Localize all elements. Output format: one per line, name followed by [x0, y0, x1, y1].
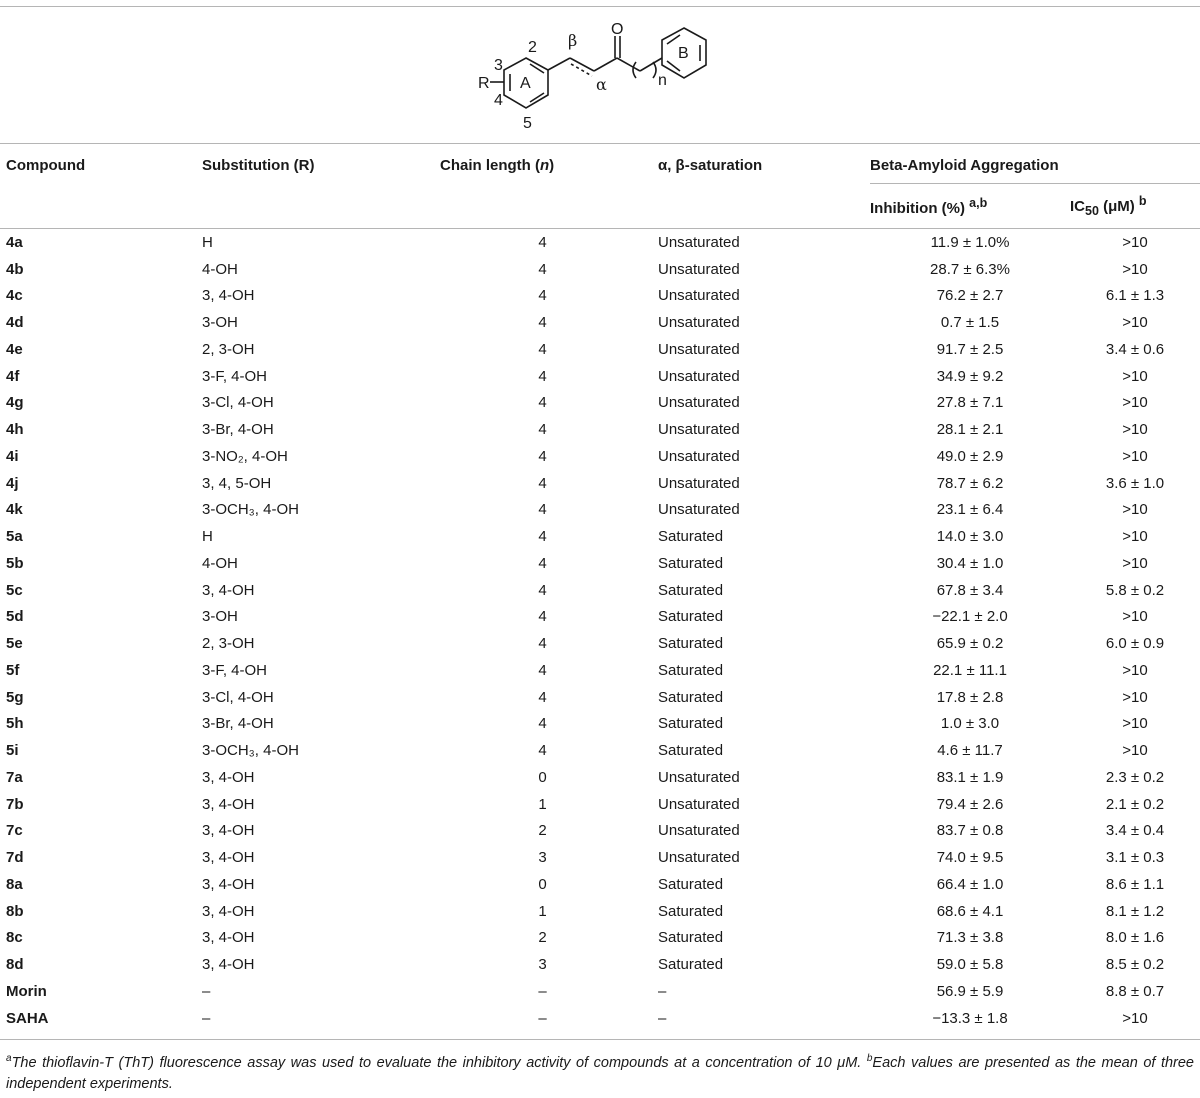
compound-cell: 8a — [6, 875, 23, 893]
table-row — [0, 737, 1200, 764]
chain-length-cell: 4 — [538, 314, 547, 332]
compound-cell: 7b — [6, 795, 24, 813]
inhibition-cell: 59.0 ± 5.8 — [936, 956, 1004, 974]
compound-cell: 5c — [6, 581, 23, 599]
chain-length-cell: 2 — [538, 929, 547, 947]
inhibition-cell: 71.3 ± 3.8 — [936, 929, 1004, 947]
chain-n-label: n — [658, 72, 667, 89]
substituent-label: R — [478, 75, 490, 92]
saturation-cell: Unsaturated — [658, 421, 740, 439]
inhibition-cell: 30.4 ± 1.0 — [936, 554, 1004, 572]
compound-cell: 4k — [6, 501, 23, 519]
header-top-rule — [0, 143, 1200, 144]
inhibition-cell: 34.9 ± 9.2 — [936, 367, 1004, 385]
compound-cell: 4h — [6, 421, 24, 439]
chain-length-cell: 4 — [538, 501, 547, 519]
ring-a-label: A — [520, 75, 531, 92]
table-body — [0, 229, 1200, 1032]
chain-length-cell: 4 — [538, 287, 547, 305]
ic50-cell: >10 — [1122, 742, 1148, 760]
substitution-cell: – — [202, 1009, 211, 1027]
chain-length-cell: 0 — [538, 768, 547, 786]
saturation-cell: Unsaturated — [658, 367, 740, 385]
substitution-cell: 3, 4-OH — [202, 875, 255, 893]
alpha-label: α — [596, 75, 607, 94]
compound-cell: 7a — [6, 768, 23, 786]
chain-length-cell: 1 — [538, 902, 547, 920]
saturation-cell: Saturated — [658, 742, 724, 760]
inhibition-cell: 28.1 ± 2.1 — [936, 421, 1004, 439]
saturation-cell: Saturated — [658, 661, 724, 679]
ic50-cell: 8.8 ± 0.7 — [1105, 982, 1165, 1000]
ring-b-label: B — [678, 45, 689, 62]
compound-cell: 7c — [6, 822, 23, 840]
chain-length-cell: 4 — [538, 528, 547, 546]
inhibition-cell: 65.9 ± 0.2 — [936, 635, 1004, 653]
saturation-cell: Saturated — [658, 902, 724, 920]
table-row — [0, 978, 1200, 1005]
inhibition-cell: 14.0 ± 3.0 — [936, 528, 1004, 546]
ic50-cell: 8.1 ± 1.2 — [1105, 902, 1165, 920]
compound-cell: 5e — [6, 635, 23, 653]
table-row — [0, 925, 1200, 952]
inhibition-cell: 67.8 ± 3.4 — [936, 581, 1004, 599]
table-row — [0, 363, 1200, 390]
chemical-structure-svg — [470, 18, 730, 143]
ic50-cell: >10 — [1122, 608, 1148, 626]
table-row — [0, 844, 1200, 871]
header-substitution: Substitution (R) — [202, 156, 315, 174]
ic50-cell: >10 — [1122, 501, 1148, 519]
inhibition-cell: 74.0 ± 9.5 — [936, 849, 1004, 867]
substitution-cell: 3, 4-OH — [202, 287, 255, 305]
table-footnote: $^a$The thioflavin-T (ThT) fluorescence assay was used to evaluate the inhibitory activity of compounds at a concentration of 10 μM. $^b$Each values are presented as the mean of three independent experiments. — [6, 1053, 1194, 1092]
ic50-cell: >10 — [1122, 688, 1148, 706]
chain-length-cell: 4 — [538, 421, 547, 439]
table-row — [0, 443, 1200, 470]
saturation-cell: Unsaturated — [658, 822, 740, 840]
chain-length-cell: 4 — [538, 554, 547, 572]
chain-length-cell: – — [538, 1009, 547, 1027]
chain-length-cell: 4 — [538, 233, 547, 251]
table-row — [0, 871, 1200, 898]
chain-length-cell: 3 — [538, 956, 547, 974]
inhibition-cell: 91.7 ± 2.5 — [936, 340, 1004, 358]
inhibition-cell: 83.7 ± 0.8 — [936, 822, 1004, 840]
table-row — [0, 229, 1200, 256]
inhibition-cell: 49.0 ± 2.9 — [936, 447, 1004, 465]
ic50-cell: 8.0 ± 1.6 — [1105, 929, 1165, 947]
compound-cell: 5d — [6, 608, 24, 626]
substitution-cell: 3, 4-OH — [202, 581, 255, 599]
inhibition-cell: −22.1 ± 2.0 — [932, 608, 1008, 626]
chain-length-cell: 3 — [538, 849, 547, 867]
saturation-cell: Unsaturated — [658, 287, 740, 305]
substitution-cell: 3, 4, 5-OH — [202, 474, 272, 492]
chain-length-cell: 4 — [538, 340, 547, 358]
saturation-cell: Unsaturated — [658, 260, 740, 278]
carbonyl-oxygen-label: O — [611, 21, 624, 38]
chain-length-cell: 4 — [538, 581, 547, 599]
ic50-cell: >10 — [1122, 314, 1148, 332]
substitution-cell: 3-Cl, 4-OH — [202, 688, 274, 706]
inhibition-cell: 27.8 ± 7.1 — [936, 394, 1004, 412]
saturation-cell: – — [658, 1009, 667, 1027]
chain-length-cell: 4 — [538, 608, 547, 626]
table-row — [0, 470, 1200, 497]
chain-length-cell: 4 — [538, 715, 547, 733]
substitution-cell: 3-F, 4-OH — [202, 367, 268, 385]
saturation-cell: Unsaturated — [658, 501, 740, 519]
chain-length-cell: 0 — [538, 875, 547, 893]
substitution-cell: 3, 4-OH — [202, 849, 255, 867]
chain-length-cell: 4 — [538, 474, 547, 492]
saturation-cell: – — [658, 982, 667, 1000]
substitution-cell: 3-F, 4-OH — [202, 661, 268, 679]
beta-label: β — [568, 31, 578, 50]
inhibition-cell: −13.3 ± 1.8 — [932, 1009, 1008, 1027]
table-row — [0, 309, 1200, 336]
ic50-cell: 8.5 ± 0.2 — [1105, 956, 1165, 974]
substitution-cell: 3, 4-OH — [202, 956, 255, 974]
saturation-cell: Saturated — [658, 956, 724, 974]
substitution-cell: 3-Br, 4-OH — [202, 421, 274, 439]
compound-cell: 4b — [6, 260, 24, 278]
chain-length-cell: – — [538, 982, 547, 1000]
chain-length-cell: 4 — [538, 260, 547, 278]
ic50-cell: >10 — [1122, 554, 1148, 572]
compound-cell: 4a — [6, 233, 23, 251]
table-row — [0, 256, 1200, 283]
ic50-cell: >10 — [1122, 260, 1148, 278]
ic50-cell: >10 — [1122, 447, 1148, 465]
substitution-cell: 3-OCH₃, 4-OH — [202, 742, 299, 760]
compound-cell: 5b — [6, 554, 24, 572]
ic50-cell: 3.4 ± 0.6 — [1105, 340, 1165, 358]
substitution-cell: 3, 4-OH — [202, 822, 255, 840]
saturation-cell: Unsaturated — [658, 768, 740, 786]
top-rule — [0, 6, 1200, 7]
inhibition-cell: 68.6 ± 4.1 — [936, 902, 1004, 920]
substitution-cell: H — [202, 233, 213, 251]
substitution-cell: 3-NO₂, 4-OH — [202, 447, 288, 465]
inhibition-cell: 4.6 ± 11.7 — [937, 742, 1003, 760]
substitution-cell: 4-OH — [202, 260, 238, 278]
position-3-label: 3 — [494, 57, 503, 74]
ic50-cell: >10 — [1122, 394, 1148, 412]
compound-cell: 5g — [6, 688, 24, 706]
chain-length-cell: 4 — [538, 394, 547, 412]
substitution-cell: 3-OCH₃, 4-OH — [202, 501, 299, 519]
ic50-cell: 3.1 ± 0.3 — [1105, 849, 1165, 867]
substitution-cell: – — [202, 982, 211, 1000]
saturation-cell: Saturated — [658, 528, 724, 546]
position-4-label: 4 — [494, 92, 503, 109]
ic50-cell: >10 — [1122, 233, 1148, 251]
ic50-cell: 3.6 ± 1.0 — [1105, 474, 1165, 492]
chain-length-cell: 4 — [538, 447, 547, 465]
substitution-cell: 3-OH — [202, 314, 238, 332]
saturation-cell: Unsaturated — [658, 795, 740, 813]
table-row — [0, 818, 1200, 845]
ic50-cell: 6.1 ± 1.3 — [1105, 287, 1165, 305]
results-table — [0, 147, 1200, 1032]
table-row — [0, 657, 1200, 684]
header-chain-length: Chain length (n) — [440, 156, 555, 174]
table-row — [0, 604, 1200, 631]
substitution-cell: 3-Br, 4-OH — [202, 715, 274, 733]
table-row — [0, 711, 1200, 738]
table-row — [0, 1005, 1200, 1032]
substitution-cell: 3-Cl, 4-OH — [202, 394, 274, 412]
inhibition-cell: 23.1 ± 6.4 — [936, 501, 1004, 519]
saturation-cell: Saturated — [658, 688, 724, 706]
compound-cell: 5i — [6, 742, 19, 760]
position-5-label: 5 — [523, 115, 532, 132]
compound-cell: 7d — [6, 849, 24, 867]
ic50-cell: 6.0 ± 0.9 — [1105, 635, 1165, 653]
table-bottom-rule — [0, 1039, 1200, 1040]
saturation-cell: Saturated — [658, 608, 724, 626]
substitution-cell: 2, 3-OH — [202, 635, 255, 653]
ic50-cell: >10 — [1122, 661, 1148, 679]
compound-cell: 8b — [6, 902, 24, 920]
header-compound: Compound — [6, 156, 86, 174]
header-saturation: α, β-saturation — [658, 156, 763, 174]
saturation-cell: Saturated — [658, 635, 724, 653]
header-ic50: $IC_{50}$ (μM) $^b$ — [1070, 184, 1200, 229]
saturation-cell: Unsaturated — [658, 447, 740, 465]
ic50-cell: 3.4 ± 0.4 — [1105, 822, 1165, 840]
table-row — [0, 898, 1200, 925]
substitution-cell: 3-OH — [202, 608, 238, 626]
inhibition-cell: 78.7 ± 6.2 — [936, 474, 1004, 492]
compound-cell: 4c — [6, 287, 23, 305]
inhibition-cell: 1.0 ± 3.0 — [940, 715, 1000, 733]
table-row — [0, 684, 1200, 711]
table-row — [0, 416, 1200, 443]
saturation-cell: Saturated — [658, 875, 724, 893]
saturation-cell: Unsaturated — [658, 340, 740, 358]
compound-cell: 4j — [6, 474, 19, 492]
compound-cell: 8d — [6, 956, 24, 974]
table-row — [0, 791, 1200, 818]
table-row — [0, 336, 1200, 363]
saturation-cell: Saturated — [658, 715, 724, 733]
compound-cell: 5h — [6, 715, 24, 733]
table-row — [0, 577, 1200, 604]
substitution-cell: 3, 4-OH — [202, 768, 255, 786]
saturation-cell: Unsaturated — [658, 314, 740, 332]
inhibition-cell: 17.8 ± 2.8 — [936, 688, 1004, 706]
inhibition-cell: 0.7 ± 1.5 — [940, 314, 1000, 332]
inhibition-cell: 83.1 ± 1.9 — [936, 768, 1004, 786]
substitution-cell: 2, 3-OH — [202, 340, 255, 358]
inhibition-cell: 79.4 ± 2.6 — [936, 795, 1004, 813]
compound-cell: 5f — [6, 661, 20, 679]
inhibition-cell: 28.7 ± 6.3% — [930, 260, 1010, 278]
compound-cell: 4e — [6, 340, 23, 358]
ic50-cell: >10 — [1122, 1009, 1148, 1027]
substitution-cell: 3, 4-OH — [202, 795, 255, 813]
chain-length-cell: 4 — [538, 661, 547, 679]
substitution-cell: 3, 4-OH — [202, 902, 255, 920]
saturation-cell: Unsaturated — [658, 849, 740, 867]
compound-cell: 5a — [6, 528, 23, 546]
ic50-cell: 5.8 ± 0.2 — [1105, 581, 1165, 599]
table-row — [0, 390, 1200, 417]
inhibition-cell: 11.9 ± 1.0% — [930, 233, 1010, 251]
table-row — [0, 497, 1200, 524]
inhibition-cell: 22.1 ± 11.1 — [933, 661, 1007, 679]
chain-length-cell: 2 — [538, 822, 547, 840]
ic50-cell: >10 — [1122, 367, 1148, 385]
header-beta-amyloid-group: Beta-Amyloid Aggregation — [870, 156, 1059, 174]
ic50-cell: >10 — [1122, 421, 1148, 439]
ic50-cell: >10 — [1122, 528, 1148, 546]
ic50-cell: 2.1 ± 0.2 — [1105, 795, 1165, 813]
compound-cell: 4i — [6, 447, 19, 465]
inhibition-cell: 66.4 ± 1.0 — [936, 875, 1004, 893]
compound-cell: SAHA — [6, 1009, 49, 1027]
ic50-cell: 2.3 ± 0.2 — [1105, 768, 1165, 786]
chain-length-cell: 4 — [538, 367, 547, 385]
saturation-cell: Unsaturated — [658, 474, 740, 492]
inhibition-cell: 56.9 ± 5.9 — [936, 982, 1004, 1000]
table-row — [0, 523, 1200, 550]
saturation-cell: Unsaturated — [658, 394, 740, 412]
table-row — [0, 550, 1200, 577]
compound-cell: 4f — [6, 367, 20, 385]
substitution-cell: H — [202, 528, 213, 546]
chain-length-cell: 4 — [538, 688, 547, 706]
saturation-cell: Unsaturated — [658, 233, 740, 251]
table-row — [0, 764, 1200, 791]
saturation-cell: Saturated — [658, 554, 724, 572]
chain-length-cell: 4 — [538, 742, 547, 760]
substitution-cell: 3, 4-OH — [202, 929, 255, 947]
saturation-cell: Saturated — [658, 929, 724, 947]
chemical-structure-figure — [470, 18, 730, 143]
ic50-cell: >10 — [1122, 715, 1148, 733]
saturation-cell: Saturated — [658, 581, 724, 599]
header-inhibition: Inhibition (%) $^{a,b}$ — [870, 184, 1070, 229]
inhibition-cell: 76.2 ± 2.7 — [936, 287, 1004, 305]
chain-length-cell: 4 — [538, 635, 547, 653]
compound-cell: 8c — [6, 929, 23, 947]
compound-cell: 4d — [6, 314, 24, 332]
compound-cell: Morin — [6, 982, 47, 1000]
table-row — [0, 630, 1200, 657]
ic50-cell: 8.6 ± 1.1 — [1105, 875, 1165, 893]
chain-length-cell: 1 — [538, 795, 547, 813]
table-row — [0, 951, 1200, 978]
table-row — [0, 283, 1200, 310]
position-2-label: 2 — [528, 39, 537, 56]
compound-cell: 4g — [6, 394, 24, 412]
substitution-cell: 4-OH — [202, 554, 238, 572]
